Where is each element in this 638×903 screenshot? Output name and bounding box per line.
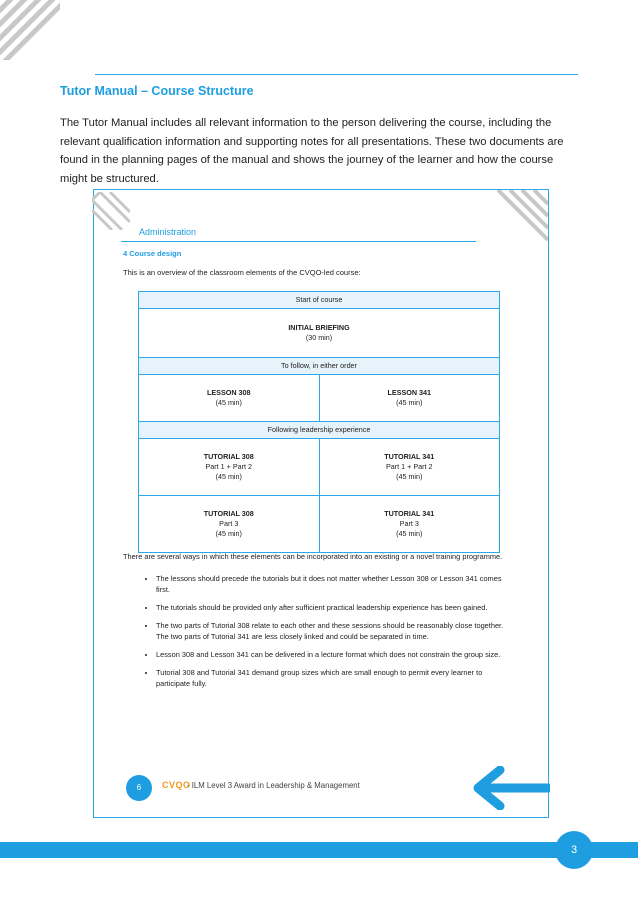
notes-intro: There are several ways in which these elements can be incorporated into an existing or a novel training programme.	[123, 552, 503, 561]
inner-page-number: 6	[126, 775, 152, 801]
subsection-heading: 4 Course design	[123, 249, 182, 258]
list-item: • The tutorials should be provided only after sufficient practical leadership experience has been gained.	[156, 602, 516, 613]
lesson-308-title: LESSON 308	[206, 388, 251, 397]
lesson-341-title: LESSON 341	[387, 388, 432, 397]
arrow-left-icon	[470, 766, 550, 815]
tutorial-parts: Part 1 + Part 2	[385, 462, 433, 471]
lesson-308-duration: (45 min)	[215, 398, 242, 407]
tutorial-308-part3-cell	[139, 496, 320, 553]
page-title: Tutor Manual – Course Structure	[60, 84, 254, 98]
tutorial-title: TUTORIAL 341	[384, 509, 435, 518]
list-item: • The two parts of Tutorial 308 relate to each other and these sessions should be reasonably close together. The two parts of Tutorial 341 are less closely linked and could be separated in time.	[156, 620, 516, 642]
tutorial-341-part3-cell	[319, 496, 500, 553]
decorative-stripes-icon	[492, 190, 548, 246]
tutorial-parts: Part 1 + Part 2	[205, 462, 253, 471]
tutorial-duration: (45 min)	[215, 529, 242, 538]
decorative-stripes-icon	[92, 192, 130, 230]
table-row	[139, 422, 500, 439]
footer-text: - ILM Level 3 Award in Leadership & Management	[187, 781, 360, 790]
tutorial-parts: Part 3	[219, 519, 239, 528]
intro-paragraph: The Tutor Manual includes all relevant information to the person delivering the course, including the relevant qualification information and supporting notes for all presentations. These two documents are found in the planning pages of the manual and shows the journey of the learner and how the course might be structured.	[60, 117, 564, 185]
tutorial-title: TUTORIAL 308	[203, 509, 254, 518]
start-of-course-cell: Start of course	[139, 292, 500, 309]
tutorial-duration: (45 min)	[396, 529, 423, 538]
cvqo-logo: CVQO	[162, 780, 191, 790]
table-row	[139, 309, 500, 358]
order-note-cell: To follow, in either order	[139, 358, 500, 375]
briefing-title: INITIAL BRIEFING	[288, 323, 350, 332]
briefing-duration: (30 min)	[305, 333, 333, 342]
tutorial-duration: (45 min)	[215, 472, 242, 481]
footer-bar	[0, 842, 638, 858]
initial-briefing-cell	[139, 309, 500, 358]
overview-text: This is an overview of the classroom elements of the CVQO-led course:	[123, 268, 361, 277]
tutorial-title: TUTORIAL 341	[384, 452, 435, 461]
section-heading: Administration	[139, 227, 197, 237]
tutorial-duration: (45 min)	[396, 472, 423, 481]
lesson-341-duration: (45 min)	[396, 398, 423, 407]
tutorial-341-part12-cell	[319, 439, 500, 496]
tutorial-parts: Part 3	[399, 519, 419, 528]
tutorial-308-part12-cell	[139, 439, 320, 496]
table-row	[139, 375, 500, 422]
experience-note-cell: Following leadership experience	[139, 422, 500, 439]
lesson-308-cell	[139, 375, 320, 422]
decorative-stripes-icon	[0, 0, 60, 60]
list-item: • Tutorial 308 and Tutorial 341 demand group sizes which are small enough to permit every learner to participate fully.	[156, 667, 516, 689]
table-row	[139, 439, 500, 496]
list-item: • The lessons should precede the tutorials but it does not matter whether Lesson 308 or Lesson 341 comes first.	[156, 573, 516, 595]
table-row	[139, 358, 500, 375]
table-row	[139, 292, 500, 309]
page-number: 3	[555, 831, 593, 869]
header-rule	[95, 74, 578, 75]
course-structure-table	[138, 291, 500, 553]
lesson-341-cell	[319, 375, 500, 422]
table-row	[139, 496, 500, 553]
list-item: • Lesson 308 and Lesson 341 can be delivered in a lecture format which does not constrain the group size.	[156, 649, 516, 660]
tutorial-title: TUTORIAL 308	[203, 452, 254, 461]
section-rule	[121, 241, 476, 242]
notes-list	[142, 573, 516, 696]
